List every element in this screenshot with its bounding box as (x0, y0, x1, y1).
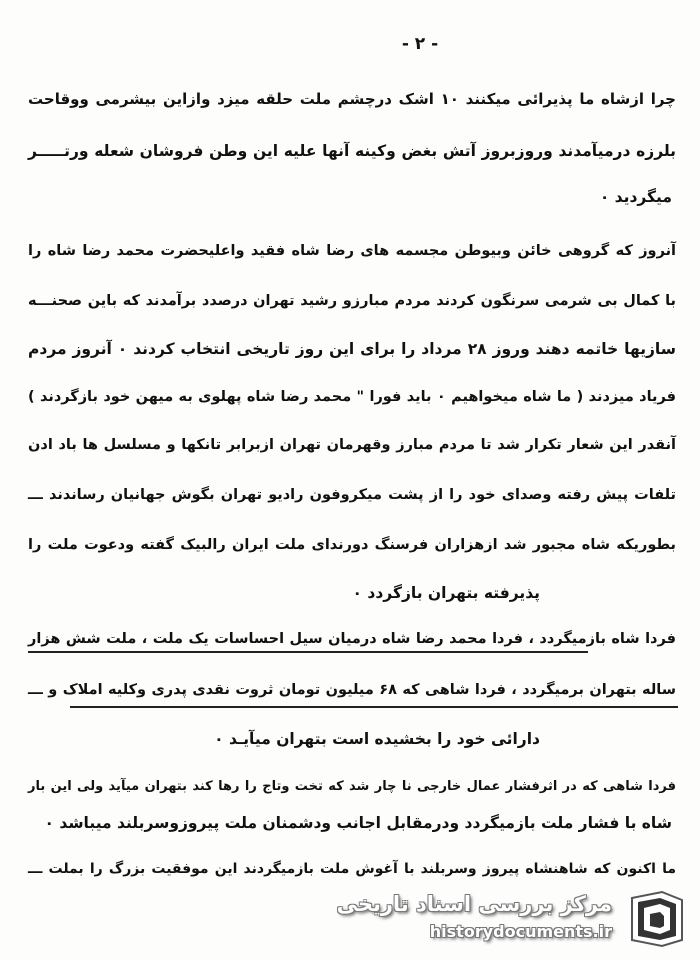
text-line-7: فریاد میزدند ( ما شاه میخواهیم ۰ باید فورا " محمد رضا شاه پهلوی به میهن خود بازگردند ) (28, 389, 677, 405)
text-line-8: آنقدر این شعار تکرار شد تا مردم مبارز وقهرمان تهران ازبرابر تانکها و مسلسل ها باد ادن (28, 437, 676, 453)
watermark-url: historydocuments.ir (429, 922, 612, 941)
text-line-5: با کمال بی شرمی سرنگون کردند مردم مبارزو رشید تهران درصدد برآمدند که باین صحنـــه (28, 293, 676, 309)
archive-logo-icon (626, 890, 688, 948)
text-line-10: بطوریکه شاه مجبور شد ازهزاران فرسنگ دورندای ملت ایران رالبیک گفته ودعوت ملت را (28, 537, 676, 553)
text-line-4: آنروز که گروهی خائن وبیوطن مجسمه های رضا شاه فقید واعلیحضرت محمد رضا شاه را (28, 243, 676, 259)
text-line-14: دارائی خود را بخشیده است بتهران میآیـد ۰ (214, 730, 540, 748)
text-line-16: شاه با فشار ملت بازمیگردد ودرمقابل اجانب ودشمنان ملت پیروزوسربلند میباشد ۰ (44, 814, 672, 832)
text-line-13: ساله بتهران برمیگردد ، فردا شاهی که ۶۸ میلیون تومان ثروت نقدی پدری وکلیه املاک و ـــ (28, 682, 677, 698)
page-number: - ۲ - (401, 34, 439, 54)
text-line-11: پذیرفته بتهران بازگردد ۰ (352, 584, 540, 602)
watermark (336, 888, 688, 950)
text-line-15: فردا شاهی که در اثرفشار عمال خارجی نا چار شد که تخت وتاج را رها کند بتهران میآید ولی این بار (28, 779, 676, 794)
text-line-17: ما اکنون که شاهنشاه پیروز وسربلند با آغوش ملت بازمیگردند این موفقیت بزرگ را بملت ـــ (28, 861, 676, 877)
text-line-6: سازیها خاتمه دهند وروز ۲۸ مرداد را برای این روز تاریخی انتخاب کردند ۰ آنروز مردم (28, 340, 677, 358)
text-line-1: چرا ازشاه ما پذیرائی میکنند ۱۰ اشک درچشم ملت حلقه میزد وازاین بیشرمی ووقاحت (28, 90, 676, 108)
text-line-9: تلفات پیش رفته وصدای خود را از پشت میکروفون رادیو تهران بگوش جهانیان رساندند ـــ (28, 487, 676, 503)
text-line-2: بلرزه درمیآمدند وروزبروز آتش بغض وکینه آنها علیه این وطن فروشان شعله ورتـــــر (28, 142, 676, 160)
watermark-title: مرکز بررسی اسناد تاریخی (336, 892, 612, 916)
text-line-12: فردا شاه بازمیگردد ، فردا محمد رضا شاه درمیان سیل احساسات یک ملت ، ملت شش هزار (28, 631, 676, 647)
text-line-3: میگردید ۰ (599, 188, 672, 206)
underline-rule-2 (70, 706, 678, 708)
underline-rule-1 (28, 651, 588, 653)
